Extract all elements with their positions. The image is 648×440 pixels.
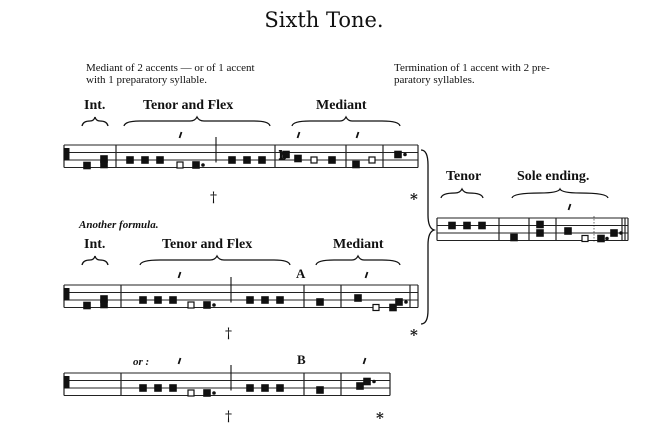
- header-sole-ending: Sole ending.: [517, 169, 590, 184]
- staff-3-tenor-note-6: [277, 385, 284, 392]
- staff-2-tenor-note-4: [247, 297, 254, 304]
- brace-mediant-2: [316, 256, 400, 265]
- staff-1-accent-3: [357, 132, 359, 138]
- brace-sole-ending: [512, 189, 608, 198]
- staff-2-int-note-3: [101, 301, 108, 308]
- dagger-1: †: [210, 190, 217, 206]
- staff-4-tenor-note-1: [449, 222, 456, 229]
- staff-1-tenor-note-6: [259, 157, 266, 164]
- staff-3-tenor-note-1: [140, 385, 147, 392]
- staff-2-tenor-note-2: [155, 297, 162, 304]
- staff-1-tenor-note-1: [127, 157, 134, 164]
- staff-1-med-note-4: [353, 161, 360, 168]
- staff-1-accent-2: [298, 132, 300, 138]
- brace-int-2: [82, 256, 108, 265]
- brace-int-1: [82, 117, 108, 126]
- staff-1-tenor-note-5: [244, 157, 251, 164]
- staff-4-ending-note-3: [537, 230, 544, 237]
- staff-4-ending-note-2: [537, 221, 544, 228]
- header-tenor-flex-1: Tenor and Flex: [143, 98, 234, 113]
- staff-2-med-note-2: [355, 295, 362, 302]
- brace-mediant-1: [292, 117, 400, 126]
- header-mediant-1: Mediant: [316, 98, 367, 113]
- dagger-2: †: [225, 326, 232, 342]
- staff-3-tenor-note-3: [170, 385, 177, 392]
- staff-1-tenor-note-4: [229, 157, 236, 164]
- staff-2-med-note-1: [317, 299, 324, 306]
- staff-4-accent: [569, 204, 571, 210]
- staff-2-accent-1: [179, 272, 181, 278]
- staff-3-note-b: [317, 387, 324, 394]
- mediant-note-line-1: Mediant of 2 accents — or of 1 accent: [86, 62, 255, 74]
- staff-3-med-note: [357, 383, 364, 390]
- staff-4-ending-note-4: [565, 228, 572, 235]
- asterisk-3: *: [376, 409, 384, 427]
- staff-3-flex-note: [204, 390, 211, 397]
- staff-2-tenor-note-3: [170, 297, 177, 304]
- staff-3-tenor-note-4: [247, 385, 254, 392]
- dot: [373, 380, 376, 383]
- header-int-1: Int.: [84, 98, 106, 113]
- staff-1-int-note-1: [84, 162, 91, 169]
- staff-3-clef: [64, 377, 69, 389]
- dot: [213, 304, 216, 307]
- header-int-2: Int.: [84, 237, 106, 252]
- staff-1-clef: [64, 149, 69, 161]
- staff-1-flex-note: [193, 162, 200, 169]
- staff-2-med-hollow: [373, 305, 379, 311]
- staff-2-flex-note: [204, 302, 211, 309]
- staff-2-int-note-1: [84, 302, 91, 309]
- staff-1-tenor-note-2: [142, 157, 149, 164]
- letter-a: A: [296, 266, 306, 281]
- staff-3-final-note: [364, 378, 371, 385]
- staff-4-tenor-note-3: [479, 222, 486, 229]
- brace-tenor: [441, 189, 483, 198]
- staff-4-final-note: [611, 230, 618, 237]
- staff-2-final-note: [396, 299, 403, 306]
- dot: [606, 237, 609, 240]
- staff-2-tenor-note-5: [262, 297, 269, 304]
- staff-1-med-note-2: [295, 155, 302, 162]
- staff-2-tenor-note-1: [140, 297, 147, 304]
- dot: [405, 301, 408, 304]
- header-tenor-flex-2: Tenor and Flex: [162, 237, 253, 252]
- staff-1-med-hollow: [311, 157, 317, 163]
- group-brace: [421, 150, 434, 324]
- termination-note-line-2: paratory syllables.: [394, 74, 475, 86]
- mediant-note-line-2: with 1 preparatory syllable.: [86, 74, 207, 86]
- staff-1-flex-hollow: [177, 162, 183, 168]
- or-label: or :: [133, 356, 150, 368]
- header-mediant-2: Mediant: [333, 237, 384, 252]
- dagger-3: †: [225, 409, 232, 425]
- staff-2-tenor-note-6: [277, 297, 284, 304]
- staff-3-flex-hollow: [188, 390, 194, 396]
- letter-b: B: [297, 352, 306, 367]
- dot: [620, 232, 623, 235]
- staff-3-tenor-note-5: [262, 385, 269, 392]
- dot: [202, 164, 205, 167]
- dot: [404, 153, 407, 156]
- staff-3-accent-2: [364, 358, 366, 364]
- staff-1-final-note: [395, 151, 402, 158]
- staff-3-accent-1: [179, 358, 181, 364]
- brace-tenor-flex-1: [124, 117, 270, 126]
- staff-1-med-note-3: [329, 157, 336, 164]
- staff-2-accent-2: [366, 272, 368, 278]
- staff-4-tenor-note-2: [464, 222, 471, 229]
- staff-2-clef: [64, 289, 69, 301]
- asterisk-2: *: [410, 326, 418, 344]
- termination-note-line-1: Termination of 1 accent with 2 pre-: [394, 62, 550, 74]
- page-title: Sixth Tone.: [264, 8, 384, 32]
- staff-4-ending-note-5: [598, 235, 605, 242]
- dot: [213, 392, 216, 395]
- staff-1-accent-1: [180, 132, 182, 138]
- staff-2-flex-hollow: [188, 302, 194, 308]
- staff-1-tenor-note-3: [157, 157, 164, 164]
- staff-1-int-note-3: [101, 161, 108, 168]
- staff-1-med-hollow-2: [369, 157, 375, 163]
- staff-4-ending-note-1: [511, 234, 518, 241]
- asterisk-1: *: [410, 190, 418, 208]
- staff-4-ending-hollow: [582, 236, 588, 242]
- staff-3-tenor-note-2: [155, 385, 162, 392]
- brace-tenor-flex-2: [140, 256, 290, 265]
- staff-1-flat: b: [279, 148, 287, 163]
- another-formula-label: Another formula.: [79, 219, 159, 231]
- header-tenor: Tenor: [446, 169, 482, 184]
